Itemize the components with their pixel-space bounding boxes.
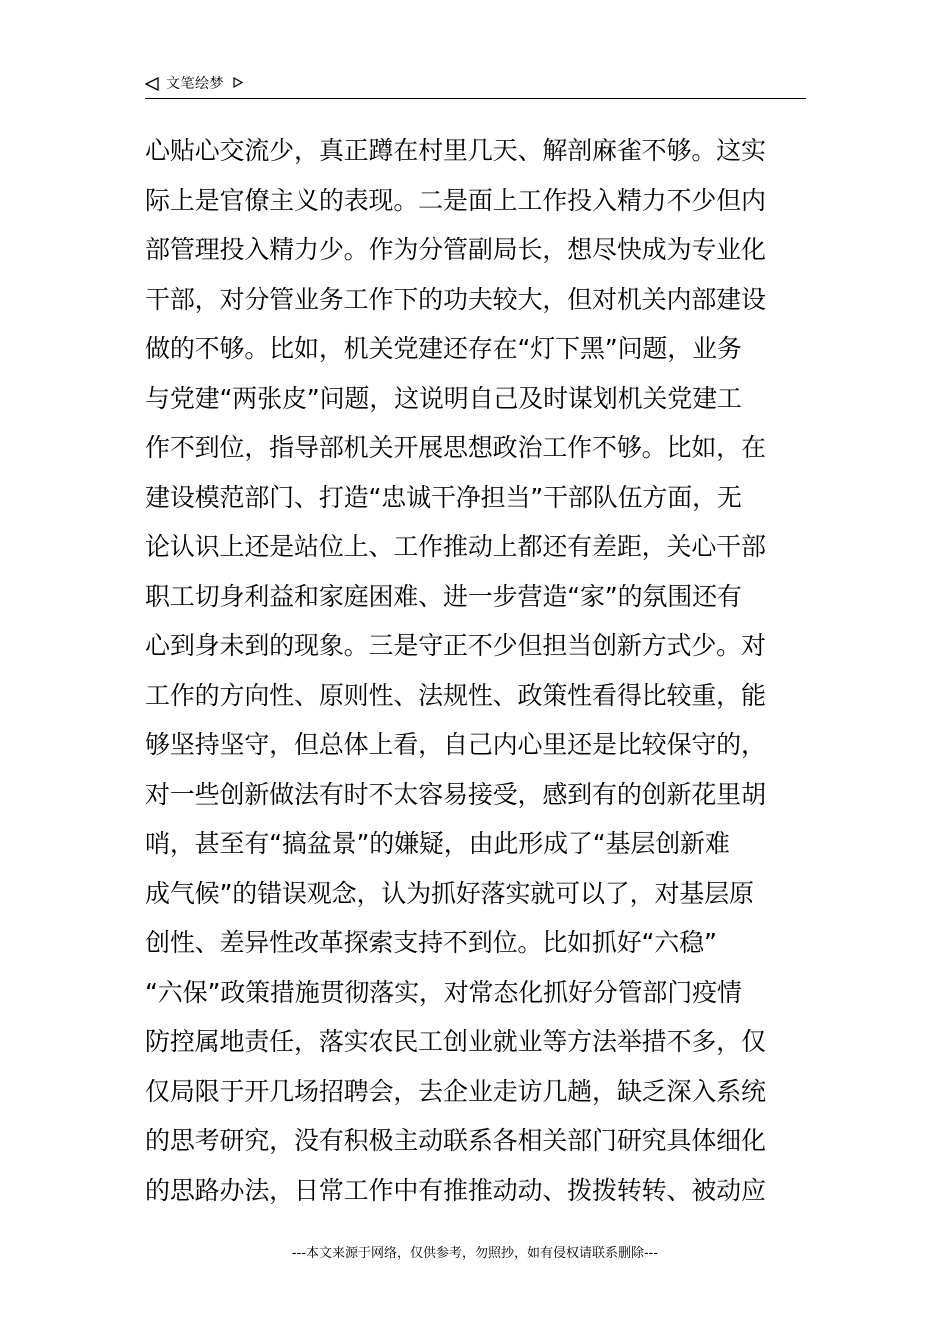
body-line: 的思路办法，日常工作中有推推动动、拨拨转转、被动应 (145, 1175, 766, 1205)
left-triangle-icon (145, 77, 159, 91)
body-line: 仅局限于开几场招聘会，去企业走访几趟，缺乏深入系统 (145, 1076, 766, 1106)
body-line: 成气候”的错误观念，认为抓好落实就可以了，对基层原 (145, 878, 754, 908)
body-line: 际上是官僚主义的表现。二是面上工作投入精力不少但内 (145, 185, 766, 215)
document-body (145, 126, 810, 1215)
body-line: 与党建“两张皮”问题，这说明自己及时谋划机关党建工 (145, 383, 742, 413)
body-line: 防控属地责任，落实农民工创业就业等方法举措不多，仅 (145, 1027, 766, 1056)
body-line: 对一些创新做法有时不太容易接受，感到有的创新花里胡 (145, 779, 766, 809)
body-line: 建设模范部门、打造“忠诚干净担当”干部队伍方面，无 (145, 482, 742, 512)
body-line: 作不到位，指导部机关开展思想政治工作不够。比如，在 (145, 433, 766, 462)
body-line: 干部，对分管业务工作下的功夫较大，但对机关内部建设 (145, 284, 766, 314)
body-line: 工作的方向性、原则性、法规性、政策性看得比较重，能 (145, 680, 766, 710)
header-title: 文笔绘梦 (166, 76, 224, 92)
body-line: 创性、差异性改革探索支持不到位。比如抓好“六稳” (145, 928, 717, 957)
body-line: 做的不够。比如，机关党建还存在“灯下黑”问题，业务 (145, 334, 742, 363)
body-line: 哨，甚至有“搞盆景”的嫌疑，由此形成了“基层创新难 (145, 829, 730, 858)
body-line: 部管理投入精力少。作为分管副局长，想尽快成为专业化 (145, 235, 766, 264)
footer-disclaimer: ---本文来源于网络，仅供参考，勿照抄，如有侵权请联系删除--- (291, 1246, 659, 1261)
body-line: 心贴心交流少，真正蹲在村里几天、解剖麻雀不够。这实 (145, 136, 766, 165)
body-line: 职工切身利益和家庭困难、进一步营造“家”的氛围还有 (145, 581, 742, 611)
body-line: 心到身未到的现象。三是守正不少但担当创新方式少。对 (145, 631, 766, 660)
page-header (145, 72, 806, 99)
right-triangle-icon (233, 77, 243, 88)
body-line: 够坚持坚守，但总体上看，自己内心里还是比较保守的， (145, 730, 766, 759)
body-line: “六保”政策措施贯彻落实，对常态化抓好分管部门疫情 (145, 977, 742, 1007)
body-line: 论认识上还是站位上、工作推动上都还有差距，关心干部 (145, 532, 766, 561)
body-line: 的思考研究，没有积极主动联系各相关部门研究具体细化 (145, 1126, 766, 1155)
